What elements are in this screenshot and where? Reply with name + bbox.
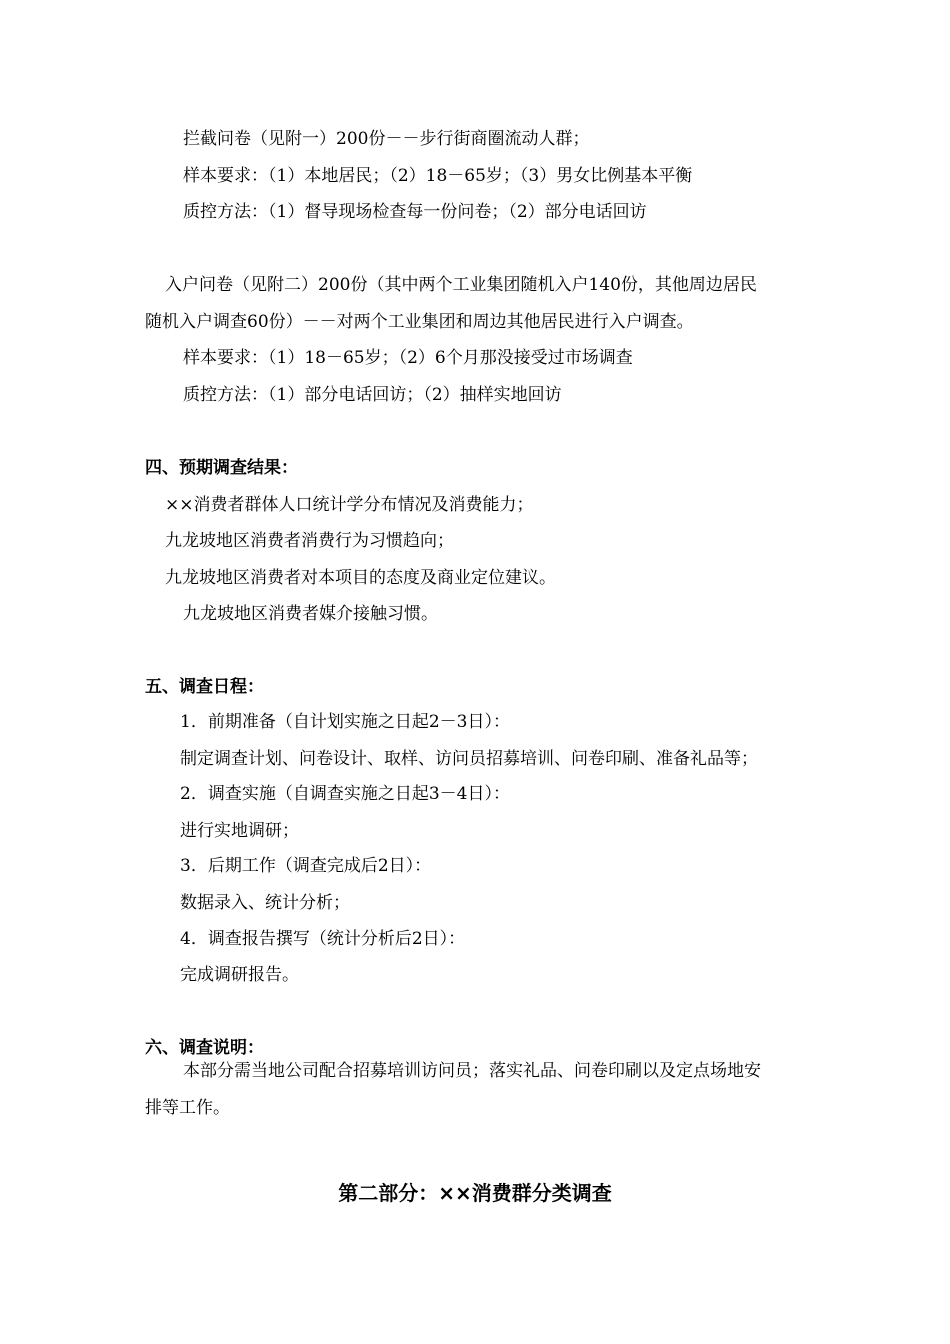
section-heading: 五、调查日程： [145, 677, 264, 697]
notes-line: 本部分需当地公司配合招募培训访问员；落实礼品、问卷印刷以及定点场地安 [183, 1061, 761, 1081]
schedule-step: 4．调查报告撰写（统计分析后2日）： [180, 929, 466, 949]
list-item: 九龙坡地区消费者对本项目的态度及商业定位建议。 [165, 568, 556, 588]
household-quality-control: 质控方法：（1）部分电话回访；（2）抽样实地回访 [183, 385, 562, 405]
household-line: 入户问卷（见附二）200份（其中两个工业集团随机入户140份，其他周边居民 [165, 275, 757, 295]
household-sample-requirements: 样本要求：（1）18－65岁；（2）6个月那没接受过市场调查 [183, 348, 633, 368]
list-item: ××消费者群体人口统计学分布情况及消费能力； [165, 495, 534, 515]
intercept-line: 拦截问卷（见附一）200份－－步行街商圈流动人群； [183, 129, 590, 149]
schedule-step: 2．调查实施（自调查实施之日起3－4日）： [180, 784, 510, 804]
schedule-detail: 完成调研报告。 [180, 965, 299, 985]
schedule-step: 1．前期准备（自计划实施之日起2－3日）： [180, 712, 510, 732]
schedule-detail: 数据录入、统计分析； [180, 893, 350, 913]
section-heading: 四、预期调查结果： [145, 458, 298, 478]
part-two-title: 第二部分：××消费群分类调查 [338, 1181, 612, 1205]
schedule-detail: 进行实地调研； [180, 821, 299, 841]
schedule-detail: 制定调查计划、问卷设计、取样、访问员招募培训、问卷印刷、准备礼品等； [180, 749, 758, 769]
notes-line-cont: 排等工作。 [145, 1098, 230, 1118]
section-heading: 六、调查说明： [145, 1038, 264, 1058]
list-item: 九龙坡地区消费者消费行为习惯趋向； [165, 531, 454, 551]
list-item: 九龙坡地区消费者媒介接触习惯。 [183, 604, 438, 624]
schedule-step: 3．后期工作（调查完成后2日）： [180, 856, 432, 876]
intercept-quality-control: 质控方法：（1）督导现场检查每一份问卷；（2）部分电话回访 [183, 202, 647, 222]
intercept-sample-requirements: 样本要求：（1）本地居民；（2）18－65岁；（3）男女比例基本平衡 [183, 166, 693, 186]
household-line-cont: 随机入户调查60份）－－对两个工业集团和周边其他居民进行入户调查。 [145, 312, 694, 332]
